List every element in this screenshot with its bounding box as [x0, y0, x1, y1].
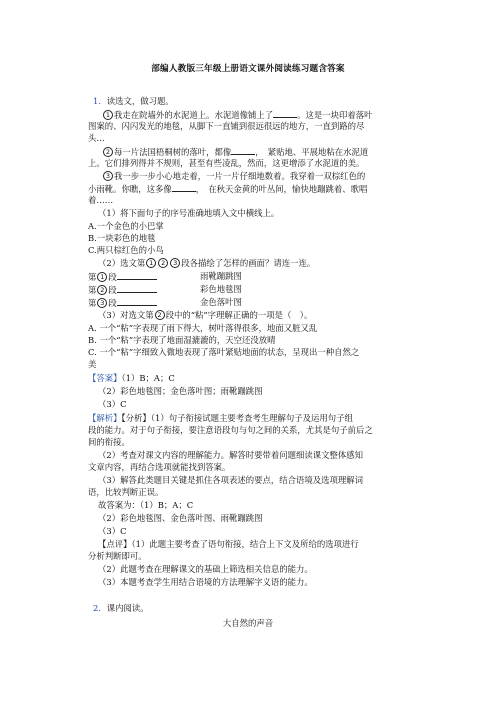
match-right-1: 雨靴蹦跳图: [200, 271, 242, 281]
circled-number-3: 3: [103, 171, 113, 181]
analysis-line-3: 间的衔接。: [88, 437, 130, 447]
question-2-heading: [93, 603, 149, 614]
blank-line: [117, 271, 157, 280]
circled-number-3: 3: [170, 258, 180, 268]
option-c: C.两只棕红色的小鸟: [88, 245, 164, 255]
final-answer-2: （2）彩色地毯图、金色落叶图、雨靴蹦跳图: [98, 513, 263, 523]
answer-line-3: （3）C: [98, 399, 127, 409]
answer-line-1: 【答案】（1）B；A；C: [88, 373, 175, 383]
passage-p3-line1: 3 我一步一步小心地走着，一片一片仔细地数着。我穿着一双棕红色的: [102, 171, 365, 182]
analysis-line-4: （2）考查对课文内容的理解能力。解答时要带着问题细读课文整体感知: [98, 450, 363, 460]
comment-line-4: （3）本题考查学生用结合语境的方法理解字义语的能力。: [98, 577, 313, 587]
question-instruction: 读选文，做习题。: [106, 96, 174, 106]
circled-number-2: 2: [97, 285, 107, 295]
document-title: 部编人教版三年级上册语文课外阅读练习题含答案: [151, 64, 345, 74]
match-right-3: 金色落叶图: [200, 297, 242, 307]
circled-number-1: 1: [103, 110, 113, 120]
passage-p2-line2: 上。它们排列得并不规则，甚至有些凌乱，然而，这更增添了水泥道的美。: [88, 158, 365, 168]
match-row-2: 第 2 段: [88, 284, 157, 296]
circled-number-2: 2: [158, 258, 168, 268]
choice-c-line1: C. 一个“粘”字细致入微地表现了落叶紧贴地面的状态，呈现出一种自然之: [88, 347, 360, 357]
question-instruction: 课内阅读。: [106, 603, 149, 613]
answer-tag: 【答案】: [88, 373, 122, 383]
circled-number-1: 1: [146, 258, 156, 268]
answer-line-2: （2）彩色地毯图；金色落叶图；雨靴蹦跳图: [98, 386, 263, 396]
analysis-line-7: 语，比较判断正误。: [88, 487, 164, 497]
match-right-2: 彩色地毯图: [200, 284, 242, 294]
passage-p3-line3: 着……: [88, 195, 114, 205]
match-row-1: 第 1 段: [88, 271, 157, 283]
circled-number-1: 1: [97, 272, 107, 282]
analysis-line-6: （3）解答此类题目关键是抓住各项表述的要点，结合语境及选项理解词: [98, 475, 363, 485]
option-b: B.一块彩色的地毯: [88, 233, 156, 243]
sub-question-2: （2）选文第 1 2 3 段各描绘了怎样的画面？请连一连。: [98, 258, 316, 268]
choice-a: A. 一个“粘”字表现了雨下得大，树叶落得很多，地面又脏又乱: [88, 323, 318, 333]
analysis-line-5: 文章内容，再结合选项就能找到答案。: [88, 462, 231, 472]
comment-line-1: 【点评】（1）此题主要考查了语句衔接，结合上下文及所给的选项进行: [98, 539, 359, 549]
blank-line: [117, 297, 157, 306]
comment-line-3: （2）此题考查在理解课文的基础上筛选相关信息的能力。: [98, 564, 313, 574]
analysis-line-2: 段的能力。对于句子衔接，要注意语段句与句之间的关系，尤其是句子前后之: [88, 425, 373, 435]
passage-title: 大自然的声音: [222, 618, 274, 628]
blank-line: [231, 146, 255, 155]
passage-p1-line2: 图案的、闪闪发光的地毯，从脚下一直铺到很远很远的地方，一直到路的尽: [88, 121, 365, 131]
passage-p2-line1: 2 每一片法国梧桐树的落叶，都像 ， 紧贴地、平展地粘在水泥道: [102, 146, 368, 158]
passage-p1-line3: 头…: [88, 133, 105, 143]
option-a: A.一个金色的小巴掌: [88, 221, 164, 231]
choice-b: B. 一个“粘”字表现了地面湿漉漉的，天空还没放晴: [88, 335, 276, 345]
circled-number-2: 2: [155, 310, 165, 320]
sub-question-1: （1）将下面句子的序号准确地填入文中横线上。: [98, 208, 280, 218]
blank-line: [172, 183, 196, 192]
passage-p1-line1: 1 我走在院墙外的水泥道上。水泥道像铺上了 。这是一块印着落叶: [102, 109, 373, 121]
question-number: 1．: [93, 96, 107, 106]
comment-line-2: 分析判断即可。: [88, 551, 147, 561]
blank-line: [273, 109, 297, 118]
circled-number-3: 3: [97, 298, 107, 308]
analysis-tag: 【解析】: [88, 413, 122, 423]
circled-number-2: 2: [103, 147, 113, 157]
final-answer-1: 故答案为：（1）B；A；C: [98, 500, 194, 510]
sub-question-3: （3）对选文第 2 段中的“粘”字理解正确的一项是（ ）。: [98, 310, 313, 320]
question-number: 2．: [93, 603, 107, 613]
match-row-3: 第 3 段: [88, 297, 157, 309]
final-answer-3: （3）C: [98, 526, 127, 536]
choice-c-line2: 美: [88, 359, 97, 369]
analysis-line-1: 【解析】【分析】（1）句子衔接试题主要考查考生理解句子及运用句子组: [88, 413, 353, 423]
passage-p3-line2: 小雨靴。你瞧，这多像 ， 在秋天金黄的叶丛间，愉快地蹦跳着、歌唱: [88, 184, 368, 194]
blank-line: [117, 284, 157, 293]
question-1-heading: [93, 96, 174, 107]
